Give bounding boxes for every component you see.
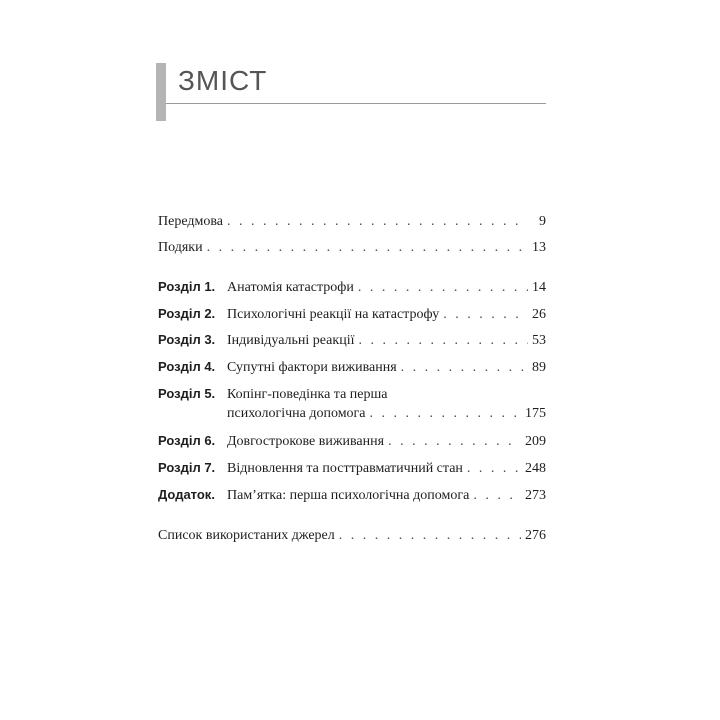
toc-entry-page: 175 [525,406,546,421]
dot-leader [358,331,528,351]
toc-entry-page: 248 [525,461,546,476]
toc-entry-title: Подяки [158,240,203,255]
page-title: ЗМІСТ [178,65,268,96]
toc-entry-title-line2: психологічна допомога [227,406,366,421]
appendix-label: Додаток. [158,487,215,502]
heading-divider [166,103,546,104]
toc-entry-chapter-6[interactable] [158,431,546,451]
dot-leader [473,486,521,506]
toc-entry-chapter-2[interactable] [158,304,546,324]
chapter-label: Розділ 6. [158,433,216,448]
toc-entry-title: Список використаних джерел [158,528,335,543]
dot-leader [207,238,528,258]
toc-entry-page: 9 [539,214,546,229]
toc-entry-chapter-1[interactable] [158,277,546,297]
toc-entry-page: 14 [532,280,546,295]
toc-entry-page: 273 [525,488,546,503]
toc-entry-title: Відновлення та посттравматичний стан [227,461,463,476]
dot-leader [358,278,528,298]
toc-entry-title: Анатомія катастрофи [227,280,354,295]
toc-entry-page: 13 [532,240,546,255]
toc-entry-chapter-3[interactable] [158,330,546,350]
dot-leader [401,358,528,378]
dot-leader [388,432,521,452]
toc-entry-chapter-4[interactable] [158,357,546,377]
toc-entry-appendix[interactable] [158,485,546,505]
chapter-label: Розділ 2. [158,306,216,321]
toc-entry-thanks[interactable] [158,238,546,258]
toc-entry-title: Індивідуальні реакції [227,333,355,348]
toc-entry-title-line1: Копінг-поведінка та перша [227,387,388,402]
chapter-label: Розділ 3. [158,332,216,347]
toc-entry-page: 26 [532,307,546,322]
toc-entry-title: Передмова [158,214,223,229]
toc-entry-bibliography[interactable] [158,526,546,546]
toc-entry-page: 276 [525,528,546,543]
toc-entry-chapter-5-line2[interactable] [158,404,546,424]
chapter-label: Розділ 4. [158,359,216,374]
chapter-label: Розділ 1. [158,279,216,294]
chapter-label: Розділ 5. [158,386,216,401]
chapter-label: Розділ 7. [158,460,216,475]
toc-entry-page: 89 [532,360,546,375]
toc-entry-title: Пам’ятка: перша психологічна допомога [227,488,470,503]
toc-entry-title: Довгострокове виживання [227,434,385,449]
heading-accent-bar [156,63,166,121]
dot-leader [443,305,528,325]
toc-entry-chapter-7[interactable] [158,458,546,478]
dot-leader [467,459,521,479]
toc-entry-page: 53 [532,333,546,348]
toc-entry-preface[interactable] [158,212,546,232]
toc-entry-title: Психологічні реакції на катастрофу [227,307,440,322]
toc-entry-page: 209 [525,434,546,449]
dot-leader [339,526,521,546]
toc-entry-title: Супутні фактори виживання [227,360,397,375]
dot-leader [370,404,521,424]
dot-leader [227,212,528,232]
toc-entry-chapter-5-line1[interactable] [158,384,546,404]
